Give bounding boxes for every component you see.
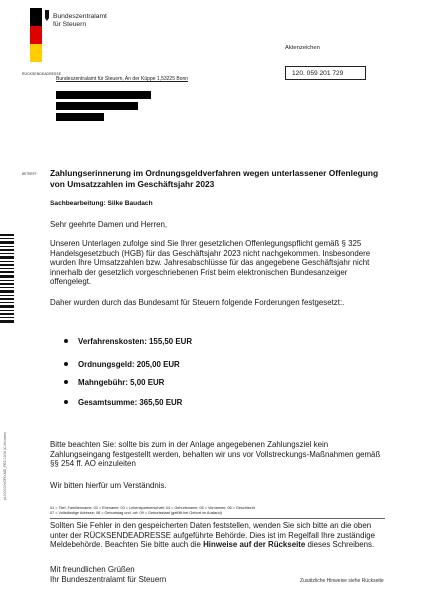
closing-greeting: Mit freundlichen Grüßen [50, 565, 135, 574]
reference-label: Aktenzeichen [285, 45, 320, 51]
federal-flag-logo [30, 8, 42, 62]
list-item-total [64, 398, 182, 407]
paragraph-enforcement: Bitte beachten Sie: sollte bis zum in der Anlage angegebenen Zahlungsziel kein Zahlungseingang festgestellt werden, behalten wir uns vor Vollstreckungs-Maßnahmen gemäß §§ 254 ff. AO einzuleiten [50, 440, 381, 469]
side-barcode-icon [0, 232, 14, 327]
side-form-code: p1000000VGFO-MD_FRZ 01/06 (C-Hinnime) [3, 431, 7, 500]
notice-text: Sollten Sie Fehler in den gespeicherten Daten feststellen, wenden Sie sich bitte an die oben unter der RÜCKSENDEADRESSE aufgeführte Behörde. Dies ist im Regelfall Ihre zuständige Meldebehörde. Beachten Sie bitte auch die [50, 521, 375, 550]
reference-number: 120. 059 201 729 [285, 66, 366, 80]
clerk-line: Sachbearbeitung: Silke Baudach [50, 200, 153, 207]
redacted-recipient-line1 [56, 91, 151, 99]
data-legend [50, 506, 385, 516]
closing [50, 565, 166, 584]
bullet-icon [64, 339, 68, 343]
closing-signature: Ihr Bundeszentralamt für Steuern [50, 574, 167, 584]
salutation: Sehr geehrte Damen und Herren, [50, 220, 168, 229]
list-item-costs [64, 337, 192, 346]
notice-overleaf-link: Hinweise auf der Rückseite [203, 540, 306, 550]
list-item-reminder-fee [64, 378, 164, 387]
data-legend-line2: 07 = Vollständige Adresse; 08 = Geburtstag und -ort; 09 = Geburtsstaat (gefüllt bei Geburt im Ausland) [50, 511, 222, 515]
divider [50, 518, 385, 519]
data-legend-line1: 01 = Titel, Familienname; 02 = Ehename; 03 = Lebenspartnerschaft; 04 = Geburtsname; 05 = Vornamen; 06 = Geschlecht [50, 506, 255, 510]
claim-costs: Verfahrenskosten: 155,50 EUR [78, 337, 193, 346]
bullet-icon [64, 362, 68, 366]
redacted-recipient-line3 [56, 113, 104, 121]
return-address-tag: RÜCKSENDEADRESSE [22, 72, 62, 76]
authority-name-line1: Bundeszentralamt [53, 13, 107, 20]
overleaf-note: Zusätzliche Hinweise siehe Rückseite [300, 578, 384, 584]
redacted-recipient-line2 [56, 102, 138, 110]
bullet-icon [64, 380, 68, 384]
subject-line: Zahlungserinnerung im Ordnungsgeldverfahren wegen unterlassener Offenlegung von Umsatzzahlen im Geschäftsjahr 2023 [50, 168, 379, 189]
paragraph-data-errors [50, 521, 385, 550]
claim-fine: Ordnungsgeld: 205,00 EUR [78, 360, 180, 369]
bullet-icon [64, 400, 68, 404]
list-item-fine [64, 360, 180, 369]
return-address: Bundeszentralamt für Steuern, An der Küppe 1,53225 Bonn [56, 76, 189, 82]
paragraph-thanks: Wir bitten hierfür um Verständnis. [50, 481, 167, 490]
notice-text-end: dieses Schreibens. [305, 540, 375, 550]
federal-eagle-icon [44, 8, 50, 24]
paragraph-claims-intro: Daher wurden durch das Bundesamt für Steuern folgende Forderungen festgesetzt:. [50, 298, 345, 307]
claim-total: Gesamtsumme: 365,50 EUR [78, 398, 183, 407]
subject-tag: BETREFF [22, 172, 37, 176]
paragraph-obligation: Unseren Unterlagen zufolge sind Sie Ihrer gesetzlichen Offenlegungspflicht gemäß § 325 Handelsgesetzbuch (HGB) für das Geschäftsjahr 2023 nicht nachgekommen. Insbesondere wurden Ihre Umsatzzahlen bzw. Jahresabschlüsse für das angegebene Geschäftsjahr nicht innerhalb der gesetzlich vorgeschriebenen Frist beim elektronischen Bundesanzeiger offengelegt. [50, 239, 371, 287]
claim-reminder-fee: Mahngebühr: 5,00 EUR [78, 378, 165, 387]
authority-name [53, 13, 107, 29]
authority-name-line2: für Steuern [53, 21, 87, 28]
